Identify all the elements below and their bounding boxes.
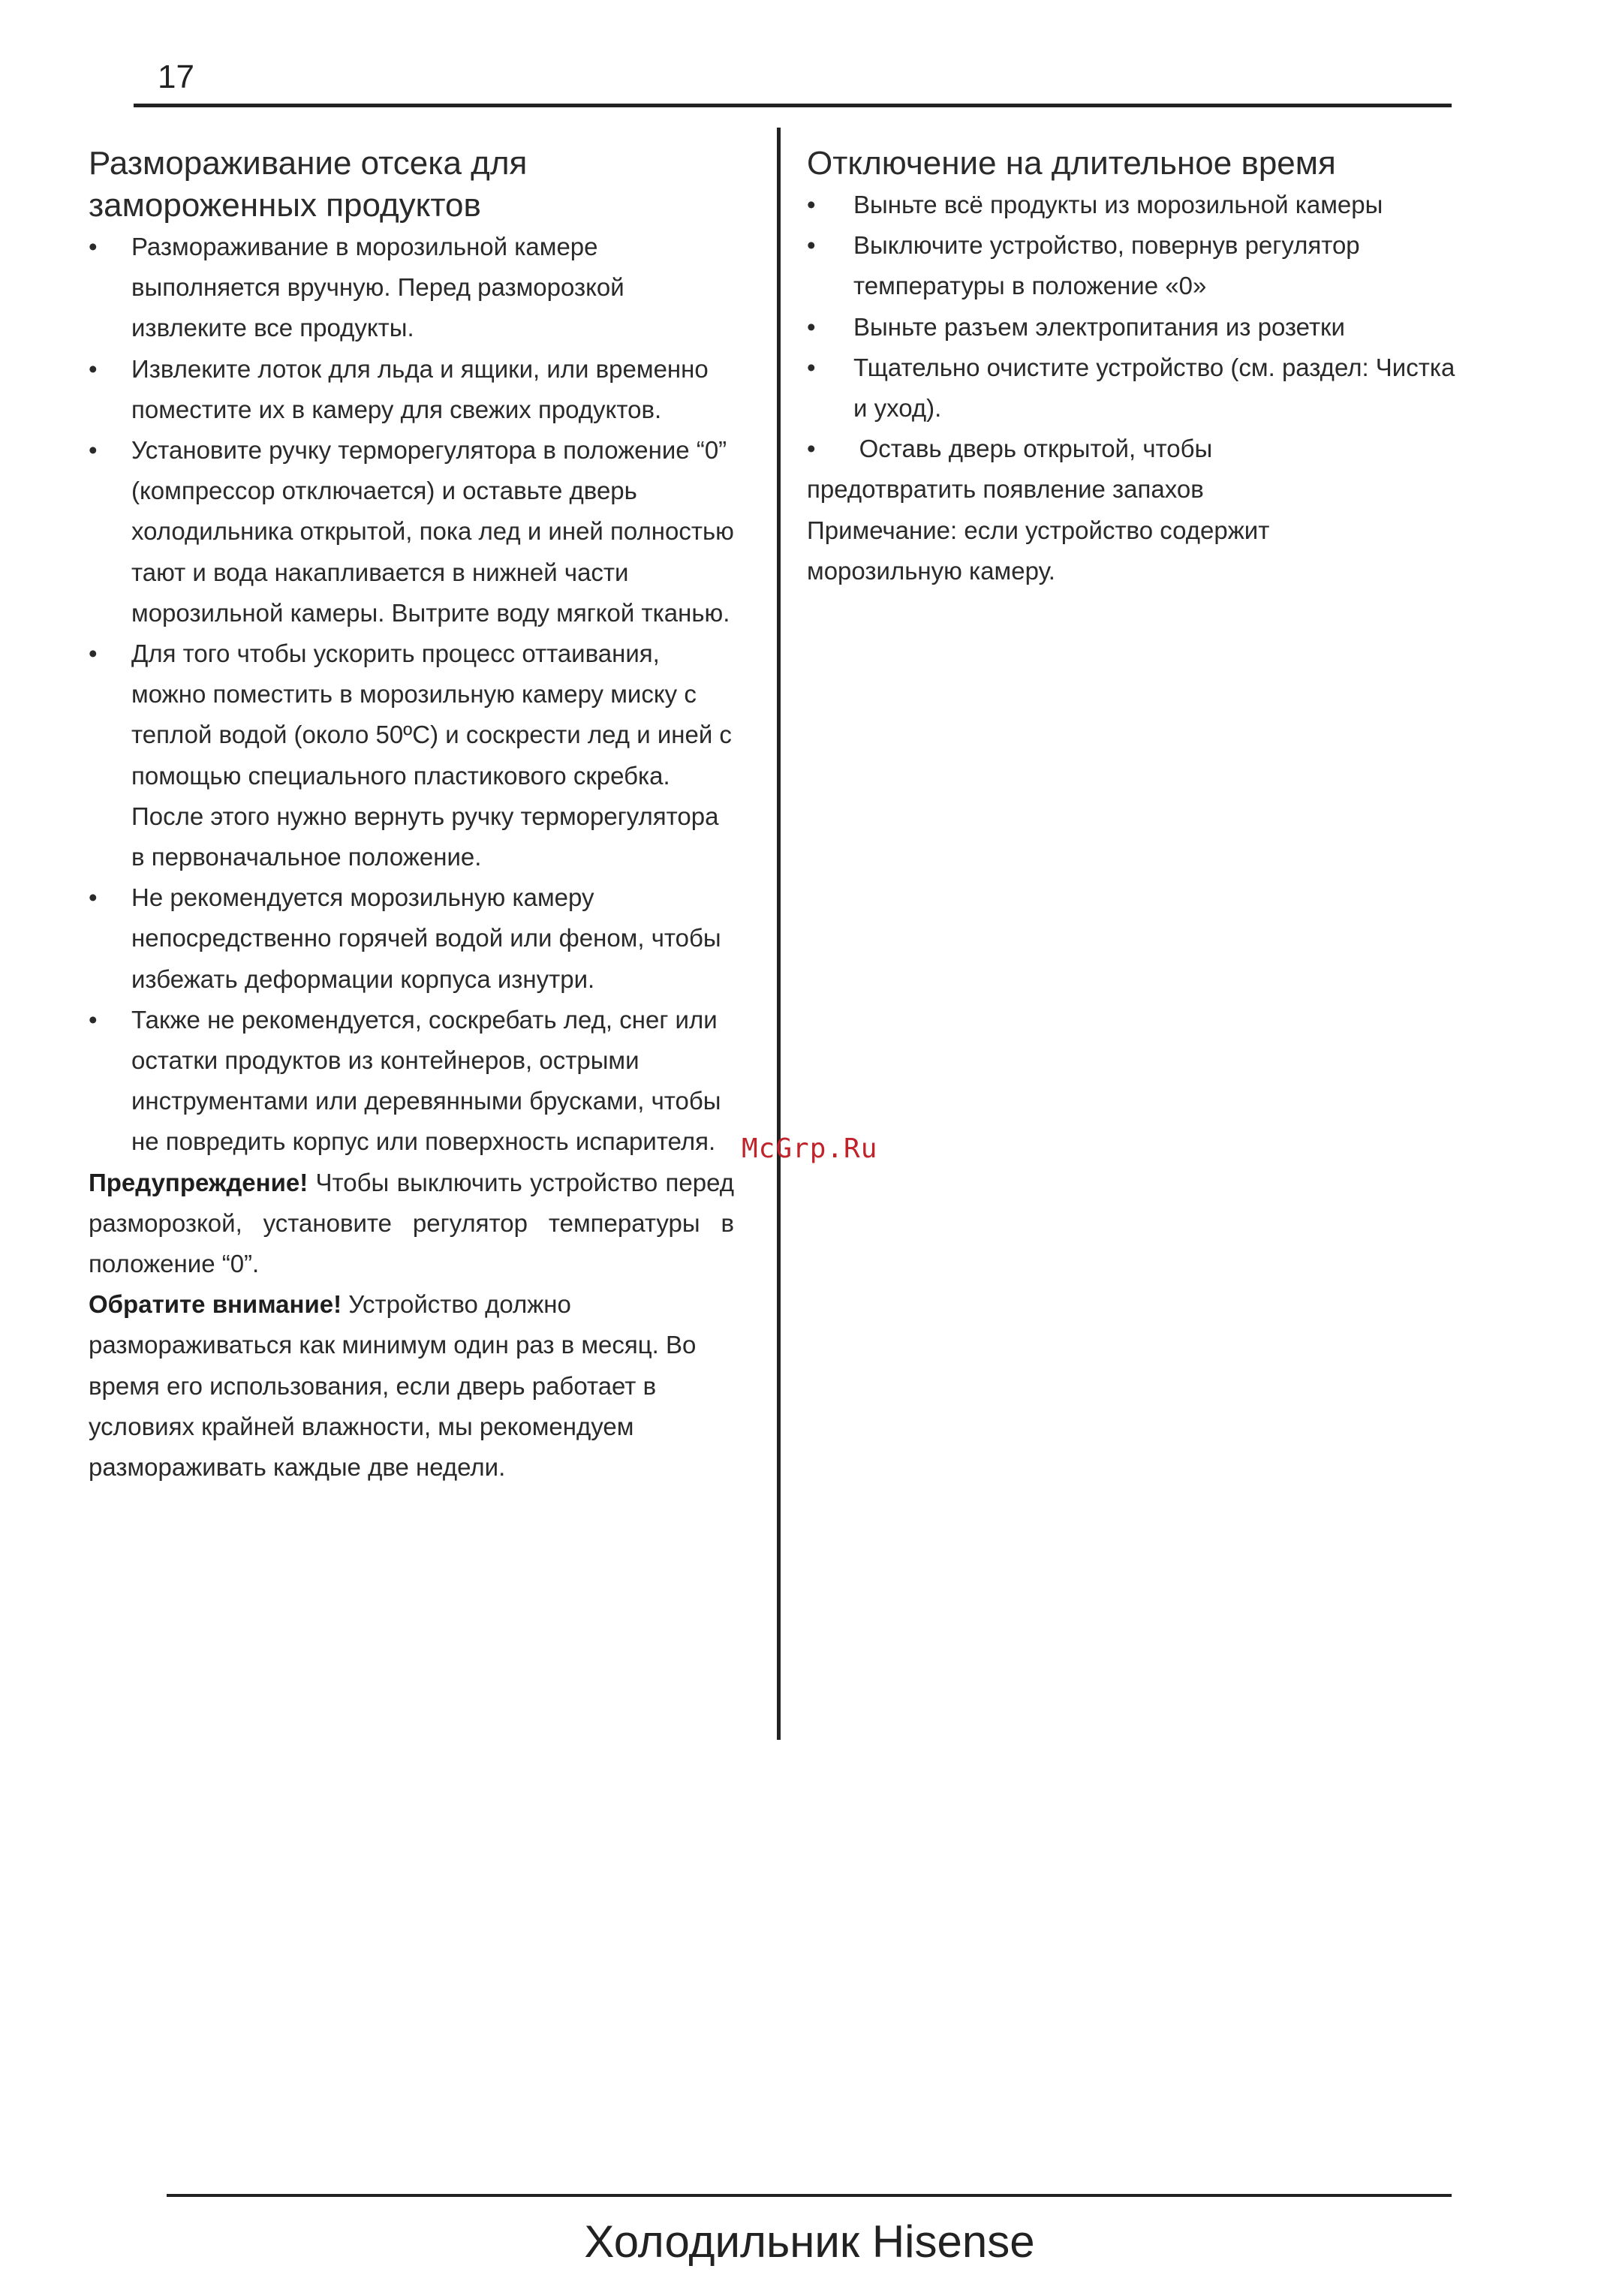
- bullet-icon: •: [807, 353, 816, 381]
- list-item-text: Выключите устройство, повернув регулятор температуры в положение «0»: [853, 231, 1360, 300]
- right-column: [807, 143, 1460, 591]
- last-step-line: [807, 429, 1460, 469]
- list-item: [807, 225, 1460, 306]
- defrost-steps-list: [89, 227, 734, 1163]
- list-item: [89, 349, 734, 430]
- bullet-icon: •: [807, 435, 816, 463]
- bottom-divider: [167, 2194, 1452, 2197]
- list-item-text: Не рекомендуется морозильную камеру непосредственно горячей водой или феном, чтобы избежать деформации корпуса изнутри.: [131, 883, 721, 993]
- top-divider: [134, 104, 1452, 107]
- note-paragraph: [89, 1284, 734, 1488]
- list-item-text: Выньте всё продукты из морозильной камеры: [853, 191, 1383, 218]
- list-item-text: Выньте разъем электропитания из розетки: [853, 312, 1345, 341]
- list-item: [807, 348, 1460, 429]
- warning-paragraph: [89, 1163, 734, 1285]
- column-divider: [777, 128, 781, 1740]
- last-step-text: Оставь дверь открытой, чтобы: [859, 435, 1213, 463]
- bullet-icon: •: [89, 639, 98, 668]
- warning-label: Предупреждение!: [89, 1168, 308, 1196]
- list-item: [89, 877, 734, 1000]
- shutdown-steps-list: [807, 185, 1460, 429]
- bullet-icon: •: [807, 231, 816, 260]
- list-item-text: Тщательно очистите устройство (см. раздел: Чистка и уход).: [853, 353, 1455, 423]
- list-item-text: Извлеките лоток для льда и ящики, или временно поместите их в камеру для свежих продуктов.: [131, 354, 709, 423]
- note-text: Устройство должно размораживаться как минимум один раз в месяц. Во время его использования, если дверь работает в условиях крайней влажности, мы рекомендуем размораживать каждые две недели.: [89, 1290, 697, 1482]
- bullet-icon: •: [89, 354, 98, 383]
- bullet-icon: •: [89, 883, 98, 912]
- left-column: [89, 143, 734, 1488]
- list-item: [807, 307, 1460, 348]
- last-step-continuation: предотвратить появление запахов: [807, 475, 1204, 504]
- bullet-icon: •: [89, 1005, 98, 1034]
- list-item-text: Также не рекомендуется, соскребать лед, снег или остатки продуктов из контейнеров, острыми инструментами или деревянными брусками, чтобы не повредить корпус или поверхность испарителя.: [131, 1005, 721, 1156]
- list-item: [89, 633, 734, 877]
- page-number: 17: [158, 59, 194, 95]
- list-item-text: Установите ручку терморегулятора в положение “0” (компрессор отключается) и оставьте дверь холодильника открытой, пока лед и иней полностью тают и вода накапливается в нижней части морозильной камеры. Вытрите воду мягкой тканью.: [131, 436, 734, 627]
- watermark-text: McGrp.Ru: [742, 1133, 878, 1164]
- bullet-icon: •: [807, 191, 816, 218]
- bullet-icon: •: [89, 436, 98, 465]
- shutdown-note: Примечание: если устройство содержит морозильную камеру.: [807, 516, 1270, 585]
- list-item-text: Для того чтобы ускорить процесс оттаивания, можно поместить в морозильную камеру миску с теплой водой (около 50ºC) и соскрести лед и иней с помощью специального пластикового скребка. После этого нужно вернуть ручку терморегулятора в первоначальное положение.: [131, 639, 732, 871]
- bullet-icon: •: [807, 312, 816, 341]
- list-item: [807, 185, 1460, 225]
- list-item: [89, 227, 734, 349]
- section-heading-defrost: Размораживание отсека для замороженных продуктов: [89, 145, 528, 224]
- list-item: [89, 430, 734, 633]
- list-item-text: Размораживание в морозильной камере выполняется вручную. Перед разморозкой извлеките все продукты.: [131, 233, 624, 342]
- list-item: [89, 1000, 734, 1163]
- bullet-icon: •: [89, 233, 98, 260]
- warning-text: Чтобы выключить устройство перед разморозкой, установите регулятор температуры в положение “0”.: [89, 1168, 734, 1278]
- footer-title: [0, 2216, 1619, 2267]
- section-heading-long-shutdown: Отключение на длительное время: [807, 145, 1336, 182]
- note-label: Обратите внимание!: [89, 1290, 342, 1319]
- footer-title-text: Холодильник Hisense: [584, 2216, 1035, 2267]
